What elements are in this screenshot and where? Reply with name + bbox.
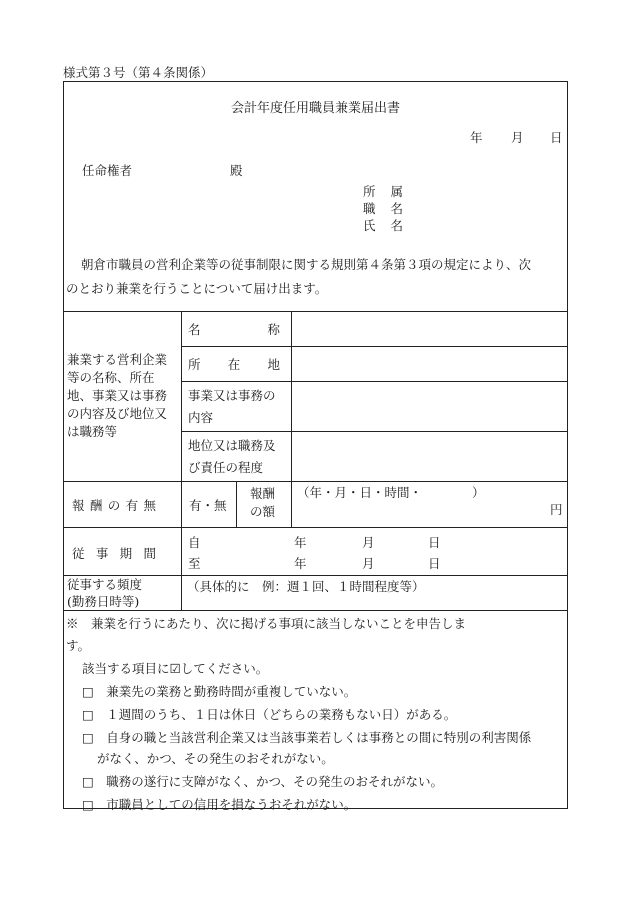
- compensation-period-note: （年・月・日・時間・ ）: [297, 485, 485, 500]
- period-from-day[interactable]: 日: [428, 535, 441, 550]
- applicant-position-label: 職 名: [363, 201, 403, 216]
- addressee-label: 任命権者: [82, 163, 133, 178]
- compensation-amount-label: 報酬 の額: [250, 486, 276, 519]
- period-from-label: 自: [188, 535, 201, 550]
- compensation-currency: 円: [550, 502, 563, 517]
- declaration-item-continued: がなく、かつ、その発生のおそれがない。: [97, 751, 334, 766]
- addressee-honorific: 殿: [230, 163, 243, 178]
- business-name-field[interactable]: [292, 312, 567, 346]
- frequency-field[interactable]: [182, 576, 567, 610]
- form-number: 様式第３号（第４条関係）: [63, 65, 214, 80]
- declaration-intro-1: ※ 兼業を行うにあたり、次に掲げる事項に該当しないことを申告しま: [66, 616, 467, 631]
- period-heading: 従 事 期 間: [72, 546, 156, 561]
- business-position-field[interactable]: [292, 432, 567, 481]
- row-label-content: 事業又は事務の 内容: [188, 388, 276, 425]
- business-content-field[interactable]: [292, 382, 567, 431]
- declaration-item[interactable]: □ 自身の職と当該営利企業又は当該事業若しくは事務との間に特別の利害関係: [82, 730, 532, 745]
- period-to-month[interactable]: 月: [362, 556, 375, 571]
- business-location-field[interactable]: [292, 347, 567, 381]
- form-title: 会計年度任用職員兼業届出書: [230, 101, 400, 116]
- declaration-item[interactable]: □ 職務の遂行に支障がなく、かつ、その発生のおそれがない。: [82, 774, 444, 789]
- intro-line-2: のとおり兼業を行うことについて届け出ます。: [66, 281, 328, 296]
- declaration-intro-2: す。: [66, 638, 91, 653]
- date-month[interactable]: 月: [511, 130, 524, 145]
- row-label-name: 名 称: [188, 322, 280, 337]
- compensation-yes-no[interactable]: 有・無: [189, 498, 227, 513]
- declaration-item[interactable]: □ １週間のうち、１日は休日（どちらの業務もない日）がある。: [82, 707, 457, 722]
- frequency-example: （具体的に 例：週１回、１時間程度等）: [187, 579, 425, 594]
- declaration-item[interactable]: □ 市職員としての信用を損なうおそれがない。: [82, 797, 357, 812]
- declaration-item[interactable]: □ 兼業先の業務と勤務時間が重複していない。: [82, 684, 357, 699]
- compensation-heading: 報 酬 の 有 無: [72, 498, 156, 513]
- period-from-month[interactable]: 月: [362, 535, 375, 550]
- applicant-affiliation-label: 所 属: [363, 184, 403, 199]
- period-from-year[interactable]: 年: [294, 535, 307, 550]
- period-to-day[interactable]: 日: [428, 556, 441, 571]
- row-label-position: 地位又は職務及 び責任の程度: [188, 438, 276, 475]
- date-year[interactable]: 年: [470, 130, 483, 145]
- intro-line-1: 朝倉市職員の営利企業等の従事制限に関する規則第４条第３項の規定により、次: [81, 257, 532, 272]
- applicant-name-label: 氏 名: [363, 218, 403, 233]
- period-to-year[interactable]: 年: [294, 556, 307, 571]
- business-heading: 兼業する営利企業 等の名称、所在 地、事業又は事務 の内容及び地位又 は職務等: [67, 352, 168, 439]
- row-label-location: 所 在 地: [188, 357, 280, 372]
- frequency-heading: 従事する頻度 (勤務日時等): [67, 577, 143, 609]
- declaration-instruction: 該当する項目に☑してください。: [82, 661, 269, 676]
- date-day[interactable]: 日: [550, 130, 563, 145]
- period-to-label: 至: [188, 556, 201, 571]
- compensation-amount-field[interactable]: [292, 482, 567, 527]
